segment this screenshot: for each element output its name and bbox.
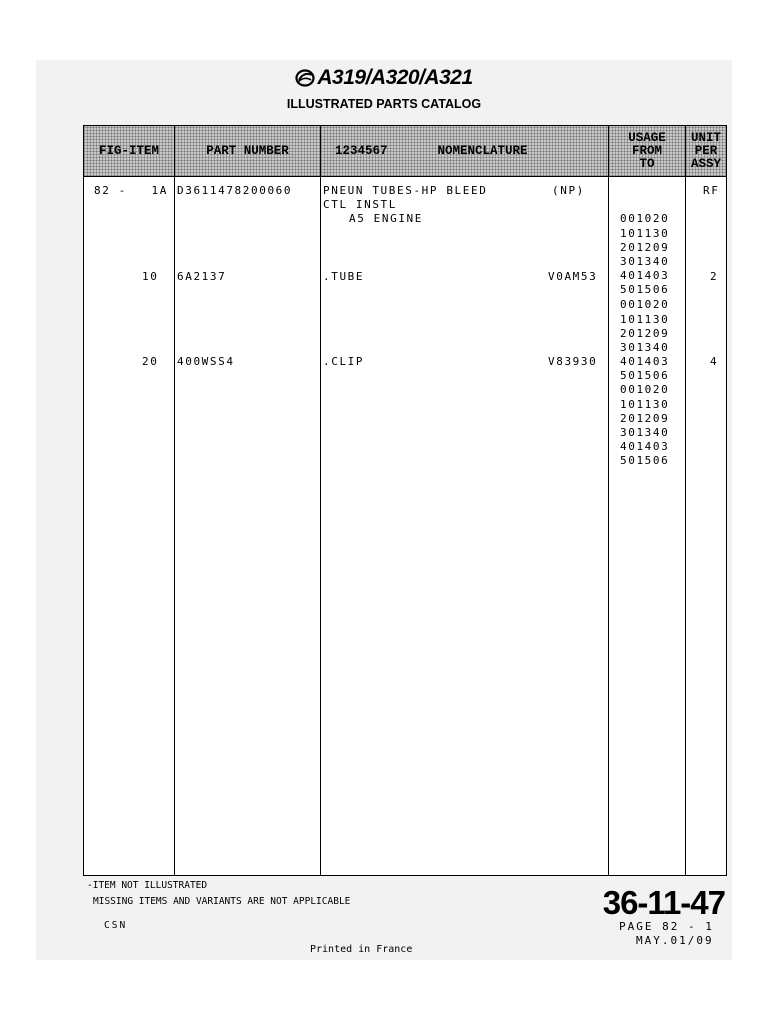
airbus-swirl-icon [295,69,315,93]
parts-table [83,125,727,876]
column-divider [174,126,175,875]
row-nomenclature-line3: A5 ENGINE [349,212,424,225]
row-nomenclature-line2: CTL INSTL [323,198,398,211]
column-divider [608,126,609,875]
col-header-nomenclature-label: NOMENCLATURE [437,143,528,158]
row-usage-codes: 001020 101130 201209 301340 401403 501506 [620,383,670,468]
row-nomenclature-code: (NP) [552,184,585,197]
catalog-title [0,66,768,93]
col-header-nomenclature [321,126,608,176]
page-number: PAGE 82 - 1 [619,920,714,933]
printed-in-france: Printed in France [310,944,413,955]
col-header-fig-item: FIG-ITEM [84,126,174,176]
column-divider [685,126,686,875]
footnote-not-illustrated: -ITEM NOT ILLUSTRATED [87,880,208,891]
row-unit-per-assy: RF [703,184,720,197]
chapter-number: 36-11-47 [602,884,725,921]
row-unit-per-assy: 2 [710,270,719,283]
catalog-subtitle: ILLUSTRATED PARTS CATALOG [286,97,482,111]
row-fig-item: 10 [142,270,159,283]
column-divider [320,126,321,875]
col-header-code: 1234567 [335,143,388,158]
row-usage-codes: 001020 101130 201209 301340 401403 501506 [620,298,670,383]
title-text: A319/A320/A321 [317,66,473,89]
footnote-missing-items: MISSING ITEMS AND VARIANTS ARE NOT APPLICABLE [93,896,351,907]
csn-label: CSN [104,920,128,931]
row-nomenclature: .CLIP [323,355,365,368]
header-divider [84,176,726,177]
row-nomenclature: .TUBE [323,270,365,283]
row-nomenclature: PNEUN TUBES-HP BLEED [323,184,488,197]
col-header-part-number: PART NUMBER [175,126,320,176]
row-part-number: D3611478200060 [177,184,293,197]
row-unit-per-assy: 4 [710,355,719,368]
row-fig-item: 82 - 1A [94,184,169,197]
row-part-number: 400WSS4 [177,355,235,368]
revision-date: MAY.01/09 [636,934,714,947]
col-header-unit: UNIT PER ASSY [686,126,726,176]
row-part-number: 6A2137 [177,270,227,283]
col-header-usage: USAGE FROM TO [609,126,685,176]
row-usage-codes: 001020 101130 201209 301340 401403 501506 [620,212,670,297]
row-nomenclature-code: V83930 [548,355,598,368]
row-fig-item: 20 [142,355,159,368]
row-nomenclature-code: V0AM53 [548,270,598,283]
